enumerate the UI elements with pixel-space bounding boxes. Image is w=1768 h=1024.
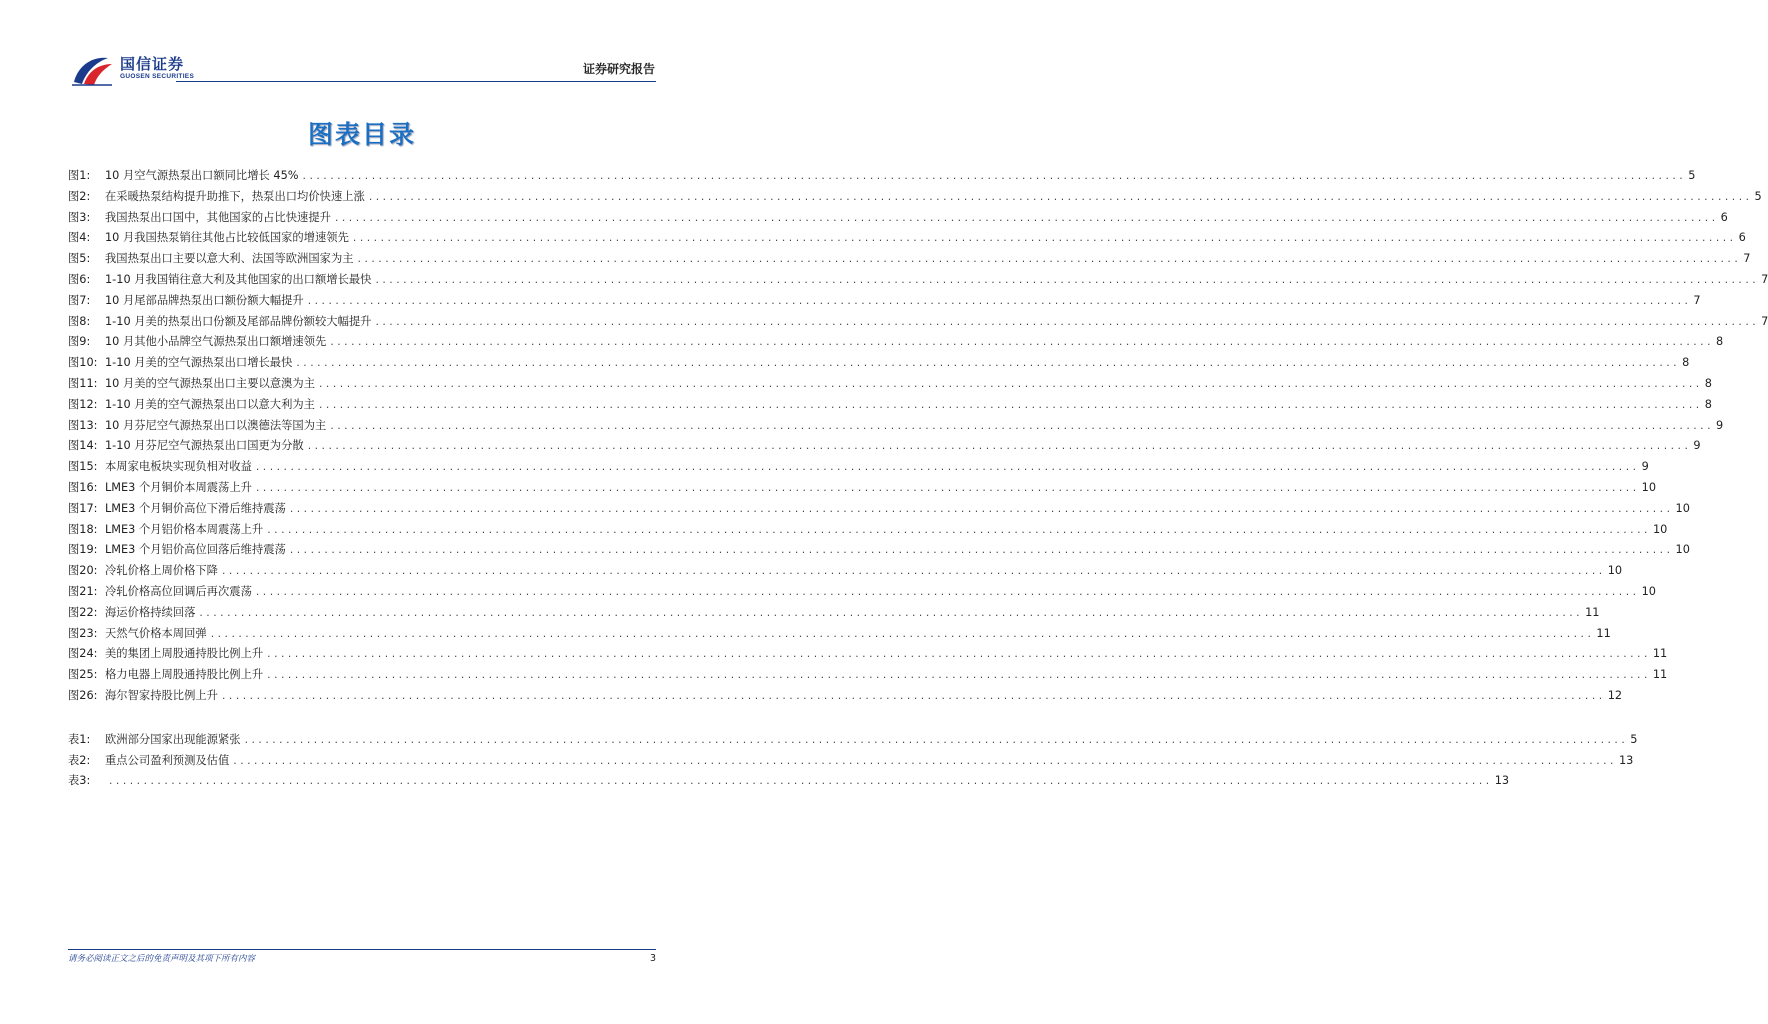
table-entry[interactable] (68, 730, 1638, 751)
dot-leader: ........................................................................................................................................................................................................ (295, 359, 1680, 370)
entry-title: LME3 个月铝价格本周震荡上升 (105, 522, 264, 536)
figure-entry[interactable] (68, 457, 1649, 478)
dot-leader: ........................................................................................................................................................................................................ (306, 442, 1691, 453)
figure-entry[interactable] (68, 686, 1623, 707)
entry-page: 10 (1607, 564, 1623, 578)
dot-leader: ........................................................................................................................................................................................................ (108, 777, 1492, 788)
entry-page: 11 (1652, 647, 1668, 661)
entry-page: 10 (1675, 501, 1690, 515)
dot-leader: ........................................................................................................................................................................................................ (306, 296, 1691, 307)
entry-page: 5 (1754, 189, 1762, 203)
dot-leader: ........................................................................................................................................................................................................ (243, 735, 1628, 746)
table-list (68, 730, 1638, 792)
entry-label: 图11: (68, 376, 98, 390)
figure-entry[interactable] (68, 624, 1611, 645)
dot-leader: ........................................................................................................................................................................................................ (374, 317, 1759, 328)
dot-leader: ........................................................................................................................................................................................................ (254, 463, 1639, 474)
entry-title: 欧洲部分国家出现能源紧张 (105, 732, 241, 746)
table-entry[interactable] (68, 751, 1634, 772)
table-entry[interactable] (68, 771, 1510, 792)
footer-disclaimer: 请务必阅读正文之后的免责声明及其项下所有内容 (68, 954, 256, 964)
entry-page: 11 (1596, 626, 1611, 640)
figure-entry[interactable] (68, 395, 1712, 416)
dot-leader: ........................................................................................................................................................................................................ (266, 671, 1650, 682)
entry-label: 图7: (68, 293, 91, 307)
figure-entry[interactable] (68, 187, 1762, 208)
entry-title: 10 月芬尼空气源热泵出口以澳德法等国为主 (105, 418, 327, 432)
entry-title: 我国热泵出口主要以意大利、法国等欧洲国家为主 (105, 252, 354, 266)
entry-title: 在采暖热泵结构提升助推下，热泵出口均价快速上涨 (105, 189, 365, 203)
entry-label: 图12: (68, 397, 98, 411)
entry-label: 图13: (68, 418, 98, 432)
dot-leader: ........................................................................................................................................................................................................ (266, 525, 1650, 536)
entry-page: 9 (1693, 439, 1701, 453)
entry-title: 1-10 月美的空气源热泵出口增长最快 (105, 356, 293, 370)
entry-page: 10 (1641, 584, 1656, 598)
entry-page: 8 (1704, 376, 1712, 390)
dot-leader: ........................................................................................................................................................................................................ (329, 338, 1714, 349)
figure-entry[interactable] (68, 291, 1701, 312)
figure-list (68, 166, 1768, 707)
entry-page: 9 (1716, 418, 1724, 432)
figure-entry[interactable] (68, 332, 1724, 353)
brand-name-en: GUOSEN SECURITIES (120, 73, 195, 80)
dot-leader: ........................................................................................................................................................................................................ (333, 213, 1718, 224)
entry-label: 图26: (68, 688, 98, 702)
page-title: 图表目录 (307, 120, 416, 149)
entry-title: 10 月空气源热泵出口额同比增长 45% (105, 169, 299, 182)
figure-entry[interactable] (68, 499, 1690, 520)
entry-label: 图1: (68, 169, 91, 182)
figure-entry[interactable] (68, 353, 1690, 374)
entry-page: 9 (1641, 460, 1649, 474)
figure-entry[interactable] (68, 520, 1668, 541)
figure-entry[interactable] (68, 416, 1724, 437)
entry-label: 图25: (68, 668, 98, 682)
entry-title: 1-10 月美的热泵出口份额及尾部品牌份额较大幅提升 (105, 314, 372, 328)
entry-label: 图4: (68, 231, 91, 245)
brand-name-cn: 国信证券 (120, 55, 185, 73)
entry-page: 13 (1494, 774, 1510, 788)
figure-entry[interactable] (68, 374, 1712, 395)
entry-title: LME3 个月铜价本周震荡上升 (105, 480, 252, 494)
entry-page: 6 (1738, 231, 1746, 245)
entry-title: 1-10 月美的空气源热泵出口以意大利为主 (105, 397, 315, 411)
entry-page: 8 (1716, 335, 1724, 349)
figure-entry[interactable] (68, 249, 1751, 270)
entry-label: 图10: (68, 356, 98, 370)
entry-page: 10 (1652, 522, 1668, 536)
footer-divider (68, 949, 656, 950)
entry-title: 10 月美的空气源热泵出口主要以意澳为主 (105, 376, 316, 390)
entry-page: 11 (1652, 668, 1668, 682)
entry-label: 图24: (68, 647, 98, 661)
entry-title: 10 月我国热泵销往其他占比较低国家的增速领先 (105, 231, 349, 245)
entry-page: 7 (1761, 272, 1768, 286)
dot-leader: ........................................................................................................................................................................................................ (232, 756, 1616, 767)
entry-label: 图6: (68, 272, 91, 286)
dot-leader: ........................................................................................................................................................................................................ (220, 567, 1605, 578)
entry-label: 图18: (68, 522, 98, 536)
section-gap (68, 707, 656, 730)
entry-title: 海尔智家持股比例上升 (105, 688, 218, 702)
entry-page: 7 (1761, 314, 1768, 328)
entry-label: 图16: (68, 480, 98, 494)
entry-label: 图21: (68, 584, 98, 598)
entry-title: LME3 个月铜价高位下滑后维持震荡 (105, 501, 286, 515)
entry-page: 8 (1704, 397, 1712, 411)
entry-page: 8 (1682, 356, 1690, 370)
entry-label: 表2: (68, 753, 91, 767)
entry-title: 天然气价格本周回弹 (105, 626, 207, 640)
entry-title: 格力电器上周股通持股比例上升 (105, 668, 264, 682)
page-number: 3 (649, 953, 656, 964)
entry-title: 10 月其他小品牌空气源热泵出口额增速领先 (105, 335, 327, 349)
dot-leader: ........................................................................................................................................................................................................ (367, 192, 1752, 203)
entry-title: 海运价格持续回落 (105, 605, 196, 619)
figure-entry[interactable] (68, 228, 1746, 249)
figure-entry[interactable] (68, 436, 1701, 457)
entry-label: 图22: (68, 605, 98, 619)
entry-page: 10 (1641, 480, 1657, 494)
entry-label: 图20: (68, 564, 98, 578)
entry-label: 图14: (68, 439, 98, 453)
page-header (0, 0, 724, 90)
dot-leader: ........................................................................................................................................................................................................ (301, 172, 1686, 182)
entry-page: 11 (1585, 605, 1600, 619)
dot-leader: ........................................................................................................................................................................................................ (374, 275, 1759, 286)
dot-leader: ........................................................................................................................................................................................................ (288, 546, 1673, 557)
entry-label: 图19: (68, 543, 98, 557)
dot-leader: ........................................................................................................................................................................................................ (288, 504, 1673, 515)
entry-label: 图15: (68, 460, 98, 474)
entry-label: 图5: (68, 252, 91, 266)
dot-leader: ........................................................................................................................................................................................................ (351, 234, 1736, 245)
figure-entry[interactable] (68, 561, 1623, 582)
figure-entry[interactable] (68, 166, 1696, 187)
entry-page: 7 (1743, 252, 1751, 266)
table-of-figures (68, 166, 1768, 792)
dot-leader: ........................................................................................................................................................................................................ (254, 483, 1639, 494)
entry-label: 图9: (68, 335, 91, 349)
entry-title: LME3 个月铝价高位回落后维持震荡 (105, 543, 286, 557)
entry-label: 图8: (68, 314, 91, 328)
figure-entry[interactable] (68, 582, 1656, 603)
dot-leader: ........................................................................................................................................................................................................ (318, 379, 1702, 390)
entry-page: 6 (1720, 210, 1728, 224)
entry-label: 图23: (68, 626, 98, 640)
entry-label: 图17: (68, 501, 98, 515)
entry-label: 表1: (68, 732, 91, 746)
dot-leader: ........................................................................................................................................................................................................ (317, 400, 1702, 411)
entry-page: 7 (1693, 293, 1701, 307)
figure-entry[interactable] (68, 208, 1728, 229)
figure-entry[interactable] (68, 644, 1668, 665)
entry-title: 我国热泵出口国中，其他国家的占比快速提升 (105, 210, 331, 224)
figure-entry[interactable] (68, 478, 1657, 499)
entry-page: 13 (1618, 753, 1634, 767)
entry-page: 12 (1607, 688, 1623, 702)
entry-page: 5 (1630, 732, 1638, 746)
guosen-logo-icon (70, 52, 114, 86)
entry-title: 10 月尾部品牌热泵出口额份额大幅提升 (105, 293, 304, 307)
entry-title: 冷轧价格上周价格下降 (105, 564, 218, 578)
dot-leader: ........................................................................................................................................................................................................ (220, 691, 1605, 702)
report-type: 证券研究报告 (582, 62, 655, 76)
entry-title: 冷轧价格高位回调后再次震荡 (105, 584, 252, 598)
entry-title: 重点公司盈利预测及估值 (105, 753, 230, 767)
entry-title: 1-10 月我国销往意大利及其他国家的出口额增长最快 (105, 272, 372, 286)
entry-label: 图3: (68, 210, 91, 224)
figure-entry[interactable] (68, 270, 1768, 291)
figure-entry[interactable] (68, 312, 1768, 333)
entry-page: 10 (1675, 543, 1690, 557)
dot-leader: ........................................................................................................................................................................................................ (356, 255, 1741, 266)
dot-leader: ........................................................................................................................................................................................................ (209, 629, 1594, 640)
figure-entry[interactable] (68, 603, 1600, 624)
entry-title: 本周家电板块实现负相对收益 (105, 460, 252, 474)
dot-leader: ........................................................................................................................................................................................................ (198, 608, 1583, 619)
dot-leader: ........................................................................................................................................................................................................ (266, 650, 1650, 661)
entry-label: 图2: (68, 189, 91, 203)
entry-title: 1-10 月芬尼空气源热泵出口国更为分散 (105, 439, 304, 453)
entry-title: 美的集团上周股通持股比例上升 (105, 647, 264, 661)
entry-label: 表3: (68, 774, 91, 788)
header-divider (176, 81, 656, 82)
dot-leader: ........................................................................................................................................................................................................ (254, 587, 1639, 598)
figure-entry[interactable] (68, 540, 1690, 561)
figure-entry[interactable] (68, 665, 1668, 686)
dot-leader: ........................................................................................................................................................................................................ (329, 421, 1714, 432)
entry-page: 5 (1688, 169, 1696, 182)
